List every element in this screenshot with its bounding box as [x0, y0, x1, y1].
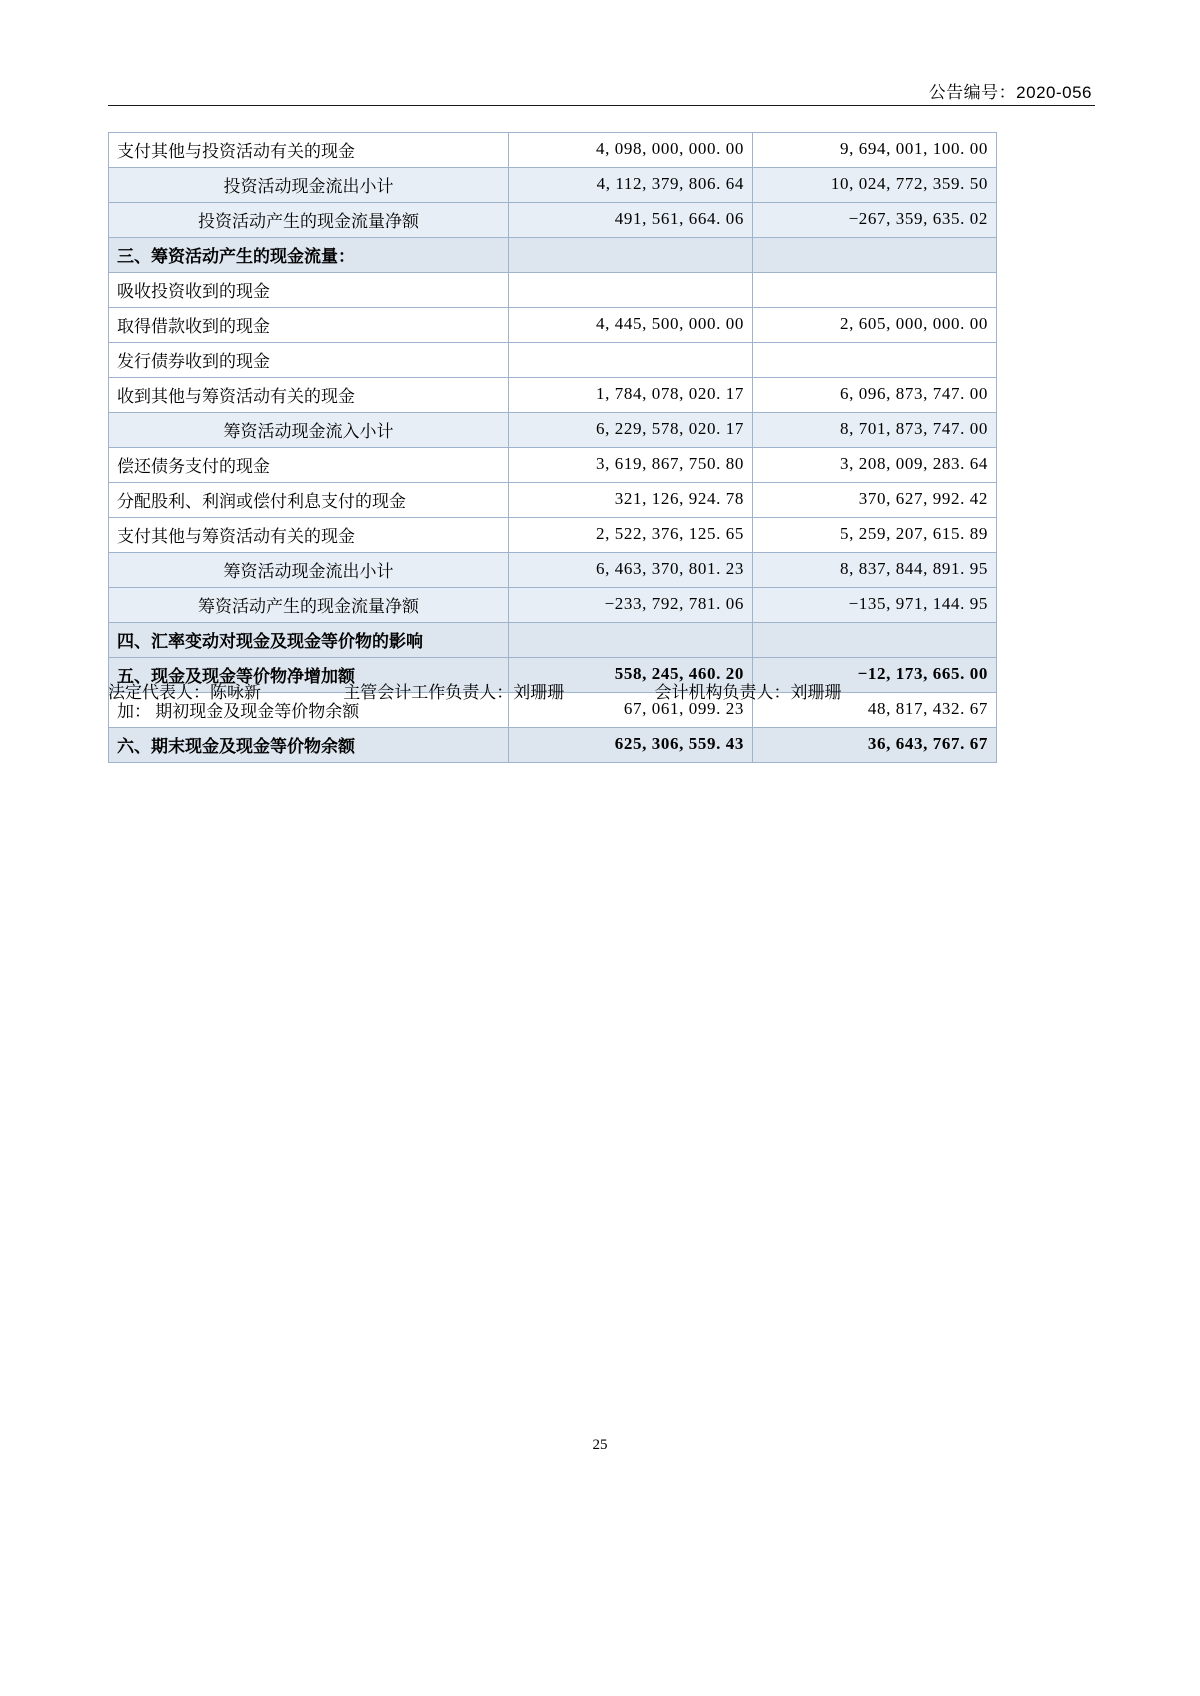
announcement-number: 公告编号：2020-056 [928, 83, 1092, 102]
table-row [109, 553, 997, 588]
legal-representative-signature: 法定代表人：陈咏新 [108, 683, 261, 702]
row-value-current-period [509, 623, 753, 658]
row-value-prior-period: 5, 259, 207, 615. 89 [753, 518, 997, 553]
row-label: 三、筹资活动产生的现金流量： [109, 238, 509, 273]
row-label: 筹资活动现金流入小计 [109, 413, 509, 448]
table-row [109, 728, 997, 763]
cash-flow-table-container [108, 132, 996, 763]
row-value-current-period [509, 273, 753, 308]
row-value-prior-period: 8, 837, 844, 891. 95 [753, 553, 997, 588]
table-row [109, 273, 997, 308]
table-row [109, 308, 997, 343]
row-value-prior-period: 8, 701, 873, 747. 00 [753, 413, 997, 448]
row-value-current-period: 4, 445, 500, 000. 00 [509, 308, 753, 343]
row-label: 取得借款收到的现金 [109, 308, 509, 343]
row-value-current-period: 4, 112, 379, 806. 64 [509, 168, 753, 203]
row-value-prior-period: −267, 359, 635. 02 [753, 203, 997, 238]
row-value-prior-period: 36, 643, 767. 67 [753, 728, 997, 763]
row-label: 筹资活动现金流出小计 [109, 553, 509, 588]
row-label: 筹资活动产生的现金流量净额 [109, 588, 509, 623]
row-value-prior-period: 3, 208, 009, 283. 64 [753, 448, 997, 483]
row-value-prior-period: 48, 817, 432. 67 [753, 693, 997, 728]
row-label: 支付其他与投资活动有关的现金 [109, 133, 509, 168]
row-value-current-period: 321, 126, 924. 78 [509, 483, 753, 518]
row-label: 投资活动产生的现金流量净额 [109, 203, 509, 238]
row-value-current-period: 6, 229, 578, 020. 17 [509, 413, 753, 448]
row-label: 支付其他与筹资活动有关的现金 [109, 518, 509, 553]
table-row [109, 483, 997, 518]
table-row [109, 343, 997, 378]
row-value-current-period [509, 343, 753, 378]
table-row [109, 448, 997, 483]
row-label: 六、期末现金及现金等价物余额 [109, 728, 509, 763]
row-value-prior-period: 6, 096, 873, 747. 00 [753, 378, 997, 413]
row-label: 发行债券收到的现金 [109, 343, 509, 378]
row-label: 加： 期初现金及现金等价物余额 [109, 693, 509, 728]
table-row [109, 378, 997, 413]
row-label: 吸收投资收到的现金 [109, 273, 509, 308]
row-value-current-period: 67, 061, 099. 23 [509, 693, 753, 728]
row-label: 偿还债务支付的现金 [109, 448, 509, 483]
accounting-head-signature: 主管会计工作负责人：刘珊珊 [343, 683, 565, 702]
row-value-current-period: 558, 245, 460. 20 [509, 658, 753, 693]
row-value-prior-period: 370, 627, 992. 42 [753, 483, 997, 518]
table-row [109, 588, 997, 623]
row-value-current-period: 4, 098, 000, 000. 00 [509, 133, 753, 168]
row-value-prior-period: 10, 024, 772, 359. 50 [753, 168, 997, 203]
accounting-institution-head-signature: 会计机构负责人：刘珊珊 [654, 683, 842, 702]
header-divider [108, 105, 1095, 106]
row-label: 五、现金及现金等价物净增加额 [109, 658, 509, 693]
row-value-prior-period [753, 273, 997, 308]
row-value-current-period: 625, 306, 559. 43 [509, 728, 753, 763]
row-label: 四、汇率变动对现金及现金等价物的影响 [109, 623, 509, 658]
table-row [109, 238, 997, 273]
table-row [109, 623, 997, 658]
row-value-prior-period: 9, 694, 001, 100. 00 [753, 133, 997, 168]
row-label: 分配股利、利润或偿付利息支付的现金 [109, 483, 509, 518]
table-row [109, 133, 997, 168]
row-value-current-period: 1, 784, 078, 020. 17 [509, 378, 753, 413]
row-value-current-period: −233, 792, 781. 06 [509, 588, 753, 623]
row-value-current-period: 6, 463, 370, 801. 23 [509, 553, 753, 588]
table-row [109, 168, 997, 203]
row-value-prior-period [753, 343, 997, 378]
row-value-current-period: 491, 561, 664. 06 [509, 203, 753, 238]
row-value-current-period: 2, 522, 376, 125. 65 [509, 518, 753, 553]
signature-line [108, 678, 1008, 703]
row-value-prior-period [753, 238, 997, 273]
page-number: 25 [592, 1437, 608, 1453]
row-value-prior-period: −135, 971, 144. 95 [753, 588, 997, 623]
row-label: 投资活动现金流出小计 [109, 168, 509, 203]
table-row [109, 518, 997, 553]
row-value-prior-period: 2, 605, 000, 000. 00 [753, 308, 997, 343]
row-value-current-period: 3, 619, 867, 750. 80 [509, 448, 753, 483]
row-value-current-period [509, 238, 753, 273]
table-row [109, 203, 997, 238]
row-label: 收到其他与筹资活动有关的现金 [109, 378, 509, 413]
table-row [109, 413, 997, 448]
row-value-prior-period [753, 623, 997, 658]
cash-flow-statement-table [108, 132, 997, 763]
row-value-prior-period: −12, 173, 665. 00 [753, 658, 997, 693]
